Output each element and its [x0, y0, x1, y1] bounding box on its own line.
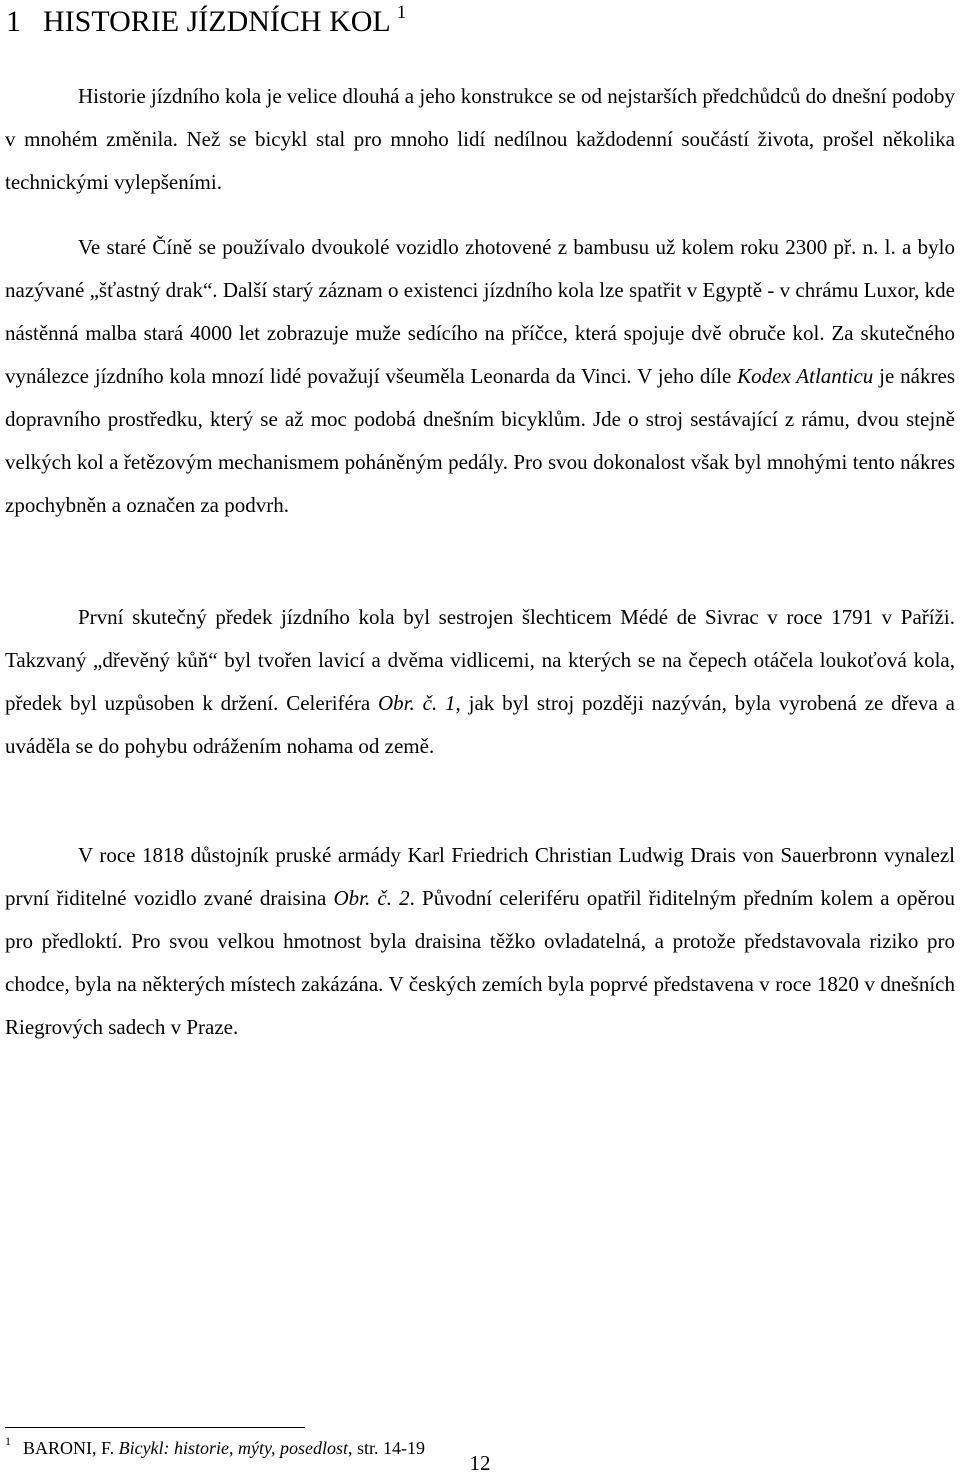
chapter-number: 1 — [6, 5, 21, 38]
paragraph-sivrac-text-2: , jak byl stroj později nazýván, byla vyrobená ze dřeva a uváděla se do pohybu odrážením nohama od země. — [5, 691, 955, 758]
page-number: 12 — [469, 1451, 491, 1475]
paragraph-drais-text-1: V roce 1818 důstojník pruské armády Karl Friedrich Christian Ludwig Drais von Sauerbronn vynalezl první řiditelné vozidlo zvané draisina — [5, 843, 955, 910]
chapter-title: HISTORIE JÍZDNÍCH KOL — [43, 5, 391, 38]
paragraph-china — [5, 226, 955, 527]
paragraph-intro — [5, 75, 955, 204]
figure-reference-2: Obr. č. 2 — [333, 886, 410, 910]
paragraph-china-italic: Kodex Atlanticu — [737, 364, 874, 388]
paragraph-intro-text: Historie jízdního kola je velice dlouhá a jeho konstrukce se od nejstarších předchůdců do dnešní podoby v mnohém změnila. Než se bicykl stal pro mnoho lidí nedílnou každodenní součástí života, prošel několika technickými vylepšeními. — [5, 84, 955, 194]
paragraph-sivrac — [5, 596, 955, 768]
paragraph-sivrac-text-1: První skutečný předek jízdního kola byl sestrojen šlechticem Médé de Sivrac v roce 1791 v Paříži. Takzvaný „dřevěný kůň“ byl tvořen lavicí a dvěma vidlicemi, na kterých se na čepech otáčela loukoťová kola, předek byl uzpůsoben k držení. Celeriféra — [5, 605, 955, 715]
footnote-reference[interactable]: 1 — [396, 2, 407, 23]
footnote-number: 1 — [5, 1434, 11, 1448]
figure-reference-1: Obr. č. 1 — [378, 691, 456, 715]
paragraph-drais-text-2: . Původní celeriféru opatřil řiditelným předním kolem a opěrou pro předloktí. Pro svou velkou hmotnost byla draisina těžko ovladatelná, a protože představovala riziko pro chodce, byla na některých místech zakázána. V českých zemích byla poprvé představena v roce 1820 v dnešních Riegrových sadech v Praze. — [5, 886, 955, 1039]
footnote-title: Bicykl: historie, mýty, posedlost — [118, 1438, 349, 1458]
paragraph-china-text-1: Ve staré Číně se používalo dvoukolé vozidlo zhotovené z bambusu už kolem roku 2300 př. n. l. a bylo nazývané „šťastný drak“. Další starý záznam o existenci jízdního kola lze spatřit v Egyptě - v chrámu Luxor, kde nástěnná malba stará 4000 let zobrazuje muže sedícího na příčce, která spojuje dvě obruče kol. Za skutečného vynálezce jízdního kola mnozí lidé považují všeuměla Leonarda da Vinci. V jeho díle — [5, 235, 955, 388]
paragraph-drais — [5, 834, 955, 1049]
chapter-heading — [6, 2, 406, 42]
footnote-author: BARONI, F. — [23, 1438, 119, 1458]
paragraph-china-text-2: je nákres dopravního prostředku, který se až moc podobá dnešním bicyklům. Jde o stroj sestávající z rámu, dvou stejně velkých kol a řetězovým mechanismem poháněným pedály. Pro svou dokonalost však byl mnohými tento nákres zpochybněn a označen za podvrh. — [5, 364, 955, 517]
footnote-pages: , str. 14-19 — [348, 1438, 426, 1458]
footnote-separator — [5, 1427, 305, 1428]
